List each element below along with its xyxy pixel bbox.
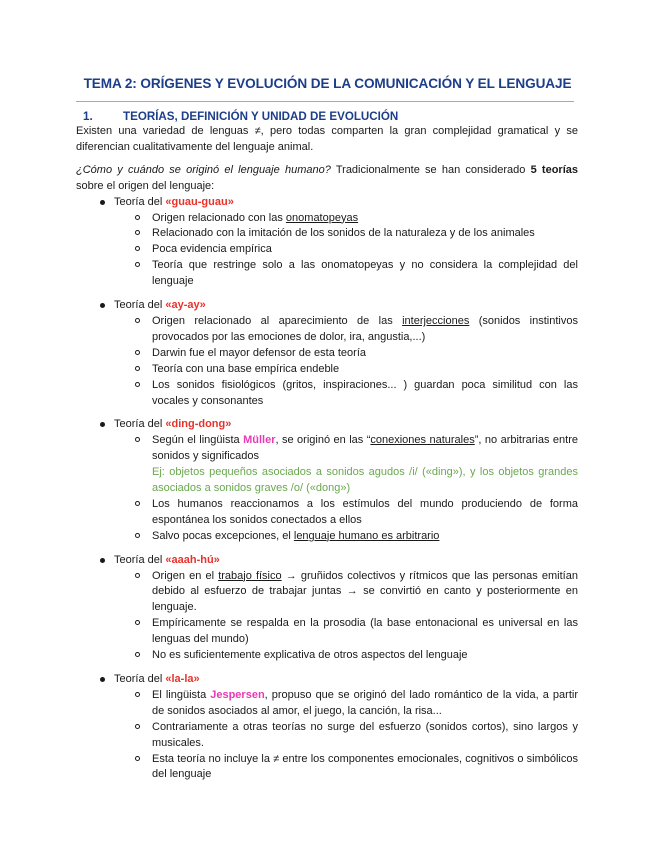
bullet-ring-icon [135,620,140,625]
point-text: Empíricamente se respalda en la prosodia (la base entonacional es universal en las lenguas del mundo) [152,617,578,646]
bullet-ring-icon [135,501,140,506]
question-text-1: Tradicionalmente se han considerado [330,163,531,176]
theory-point [76,616,578,648]
theory-point [76,226,578,242]
theory-point [76,569,578,617]
theory-name: «ding-dong» [165,418,232,431]
theory-point [76,314,578,346]
point-underlined: lenguaje humano es arbitrario [293,529,440,542]
point-text: No es suficientemente explicativa de otros aspectos del lenguaje [152,649,468,662]
question-text-2: sobre el origen del lenguaje: [76,179,215,192]
point-text: Según el lingüista [152,434,244,447]
theory-name: «la-la» [165,673,200,685]
title-divider [76,101,574,102]
bullet-ring-icon [135,318,140,323]
point-text: Salvo pocas excepciones, el [152,529,294,542]
theory-point [76,433,578,465]
bullet-ring-icon [135,756,140,761]
bullet-dot-icon [100,677,105,682]
bullet-ring-icon [135,533,140,538]
theory-item [76,553,578,569]
example-text: Ej: objetos pequeños asociados a sonidos agudos /i/ («ding»), y los objetos grandes asociados a sonidos graves /o/ («dong») [152,466,578,495]
bullet-dot-icon [100,303,105,308]
document-body [76,124,578,783]
point-text-post: ”, no arbitrarias entre sonidos y significados [152,434,579,463]
theory-prefix: Teoría del [114,673,166,685]
bullet-dot-icon [100,200,105,205]
theory-point [76,529,578,545]
question-italic: ¿Cómo y cuándo se originó el lenguaje humano? [76,163,331,176]
section-number: 1. [83,110,93,123]
theory-point [76,648,578,664]
point-underlined: onomatopeyas [285,211,359,224]
bullet-dot-icon [100,558,105,563]
point-text: Origen relacionado con las [152,211,286,224]
bullet-ring-icon [135,382,140,387]
question-paragraph [76,163,578,195]
bullet-ring-icon [135,437,140,442]
point-text: Darwin fue el mayor defensor de esta teoría [152,346,367,359]
point-underlined: interjecciones [402,314,470,327]
point-underlined: conexiones naturales [370,434,475,447]
theory-point [76,720,578,752]
point-text: Los humanos reaccionamos a los estímulos del mundo produciendo de forma espontánea los sonidos conectados a ellos [152,497,578,526]
theory-point [76,242,578,258]
point-underlined: trabajo físico [218,569,282,582]
section-title: TEORÍAS, DEFINICIÓN Y UNIDAD DE EVOLUCIÓN [123,110,399,123]
theory-point [76,497,578,529]
point-text: Esta teoría no incluye la ≠ entre los componentes emocionales, cognitivos o simbólicos del lenguaje [152,752,578,781]
point-text: Poca evidencia empírica [152,243,272,256]
point-text: Los sonidos fisiológicos (gritos, inspiraciones... ) guardan poca similitud con las vocales y consonantes [152,378,578,407]
point-text: Teoría con una base empírica endeble [152,362,340,375]
theory-point [76,752,578,784]
theory-point [76,378,578,410]
theory-name: «guau-guau» [165,195,234,208]
bullet-ring-icon [135,724,140,729]
theory-item [76,195,578,211]
theory-prefix: Teoría del [114,299,166,312]
point-text-post: (sonidos instintivos provocados por las emociones de dolor, ira, angustia,...) [152,314,578,343]
bullet-ring-icon [135,692,140,697]
page-title: TEMA 2: ORÍGENES Y EVOLUCIÓN DE LA COMUNICACIÓN Y EL LENGUAJE [83,76,572,91]
author-name: Jespersen [210,688,265,701]
theory-prefix: Teoría del [114,418,166,431]
theory-prefix: Teoría del [114,195,166,208]
intro-paragraph: Existen una variedad de lenguas ≠, pero todas comparten la gran complejidad gramatical y se diferencian cualitativamente del lenguaje animal. [76,125,578,153]
theory-item [76,298,578,314]
bullet-ring-icon [135,215,140,220]
point-text-mid: , se originó en las “ [275,434,371,447]
bullet-ring-icon [135,246,140,251]
theory-item [76,417,578,433]
point-text: El lingüista [152,688,211,701]
bullet-dot-icon [100,422,105,427]
point-text-post: → gruñidos colectivos y rítmicos que las personas emitían debido al esfuerzo de trabajar juntas → se convirtió en canto y posteriormente en lenguaje. [152,569,578,614]
point-text-mid: , propuso que se originó del lado romántico de la vida, a partir de sonidos asociados al amor, el juego, la canción, la risa... [152,688,578,717]
theory-point [76,258,578,290]
theory-point [76,688,578,720]
bullet-ring-icon [135,573,140,578]
point-text: Origen relacionado al aparecimiento de las [152,314,403,327]
theory-point [76,211,578,227]
point-text: Origen en el [152,569,219,582]
point-text: Relacionado con la imitación de los sonidos de la naturaleza y de los animales [152,227,535,240]
theory-point [76,346,578,362]
bullet-ring-icon [135,262,140,267]
bullet-ring-icon [135,350,140,355]
bullet-ring-icon [135,366,140,371]
theory-prefix: Teoría del [114,553,166,566]
point-text: Contrariamente a otras teorías no surge del esfuerzo (sonidos cortos), sino largos y musicales. [152,720,578,749]
author-name: Müller [243,434,276,447]
question-bold: 5 teorías [530,163,578,176]
bullet-ring-icon [135,652,140,657]
theory-point [76,362,578,378]
theory-name: «ay-ay» [165,299,206,312]
point-text: Teoría que restringe solo a las onomatopeyas y no considera la complejidad del lenguaje [152,259,578,288]
bullet-ring-icon [135,230,140,235]
section-heading [83,110,398,123]
theory-name: «aaah-hú» [165,553,220,566]
theory-item [76,672,578,688]
